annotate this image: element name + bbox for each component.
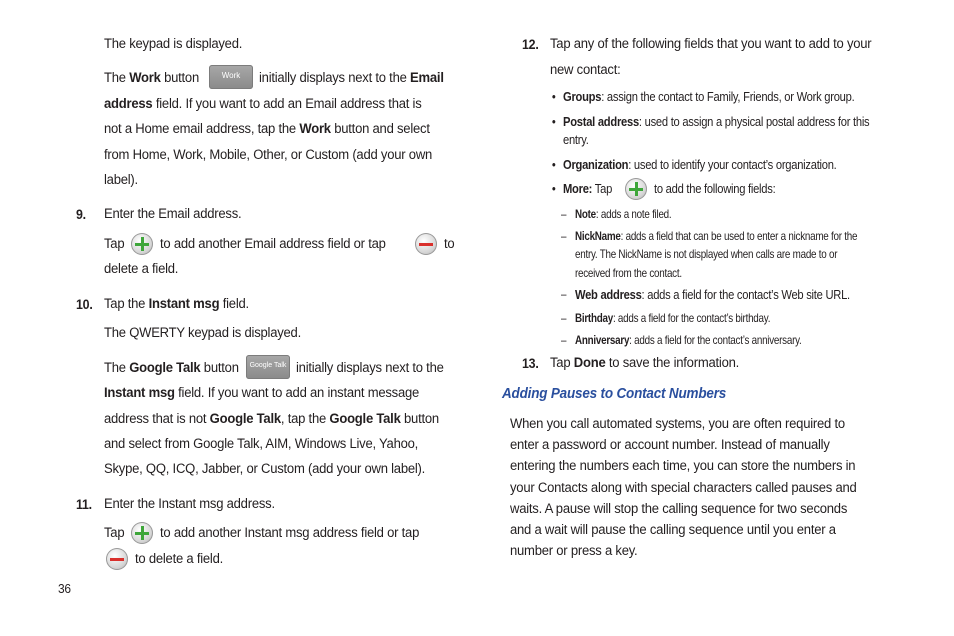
dash: – <box>561 229 567 243</box>
step-11-mid: to add another Instant msg address field or tap <box>160 525 420 541</box>
sub-anniversary: Anniversary: adds a field for the contact’s anniversary. <box>575 333 802 347</box>
sub-nickname-line2: entry. The NickName is not displayed when calls are made to or <box>575 247 838 261</box>
step-11-end: to delete a field. <box>135 551 224 567</box>
step-9-text: Enter the Email address. <box>104 206 242 222</box>
paragraph-line: When you call automated systems, you are often required to <box>510 416 845 432</box>
qwerty-displayed-text: The QWERTY keypad is displayed. <box>104 325 301 341</box>
work-button-image: Work <box>209 65 253 89</box>
google-para-line3: address that is not Google Talk, tap the Google Talk button <box>104 411 439 427</box>
step-12-line1: Tap any of the following fields that you want to add to your <box>550 36 872 52</box>
sub-nickname: NickName: adds a field that can be used to enter a nickname for the <box>575 229 858 243</box>
work-para-line4: from Home, Work, Mobile, Other, or Custom (add your own <box>104 147 433 163</box>
work-para-line5: label). <box>104 172 138 188</box>
step-11-number: 11. <box>76 497 92 512</box>
add-field-icon <box>625 178 647 200</box>
dash: – <box>561 333 567 347</box>
google-para-line1: The Google Talk button <box>104 360 239 376</box>
paragraph-line: number or press a key. <box>510 543 638 560</box>
paragraph-line: your Contacts along with special characters called pauses and <box>510 479 857 496</box>
delete-field-icon <box>106 548 128 570</box>
page-number: 36 <box>58 581 71 596</box>
step-9-tap: Tap <box>104 236 125 252</box>
sub-birthday: Birthday: adds a field for the contact’s birthday. <box>575 311 771 325</box>
pauses-paragraph <box>510 414 887 562</box>
paragraph-line: entering the numbers each time, you can store the numbers in <box>510 458 856 475</box>
step-11-text: Enter the Instant msg address. <box>104 496 275 512</box>
step-9-mid: to add another Email address field or tap <box>160 236 386 252</box>
add-field-icon <box>131 233 153 255</box>
paragraph-line: enter a password or account number. Instead of manually <box>510 437 830 454</box>
step-10-number: 10. <box>76 297 93 312</box>
bullet-postal-address-cont: entry. <box>563 132 589 147</box>
step-12-number: 12. <box>522 37 539 52</box>
step-13-number: 13. <box>522 356 539 371</box>
delete-field-icon <box>415 233 437 255</box>
bullet-groups: • Groups: assign the contact to Family, Friends, or Work group. <box>563 87 854 107</box>
dash: – <box>561 207 567 221</box>
step-11-tap: Tap <box>104 525 125 541</box>
sub-note: Note: adds a note filed. <box>575 207 672 221</box>
google-para-line2: Instant msg field. If you want to add an instant message <box>104 385 420 401</box>
step-10-text: Tap the Instant msg field. <box>104 296 249 312</box>
step-9-number: 9. <box>76 207 86 222</box>
add-field-icon <box>131 522 153 544</box>
google-para-line5: Skype, QQ, ICQ, Jabber, or Custom (add your own label). <box>104 461 426 477</box>
dash: – <box>561 311 567 325</box>
work-para-line1: The Work button <box>104 70 199 86</box>
work-para-line3: not a Home email address, tap the Work button and select <box>104 121 430 137</box>
google-para-line4: and select from Google Talk, AIM, Windows Live, Yahoo, <box>104 436 419 452</box>
paragraph-line: waits. A pause will stop the calling sequence for two seconds <box>510 500 848 517</box>
keypad-displayed-text: The keypad is displayed. <box>104 36 243 52</box>
step-13-text: Tap Done to save the information. <box>550 355 740 371</box>
step-9-to: to <box>444 236 455 252</box>
paragraph-line: and a wait will pause the calling sequence until you enter a <box>510 522 836 539</box>
bullet-postal-address: • Postal address: used to assign a physical postal address for this <box>563 112 869 132</box>
step-12-line2: new contact: <box>550 62 621 78</box>
bullet-more: • More: Tap <box>563 179 612 199</box>
step-9-end: delete a field. <box>104 261 179 277</box>
bullet-organization: • Organization: used to identify your contact’s organization. <box>563 155 837 175</box>
dash: – <box>561 287 567 301</box>
google-talk-button-image: Google Talk <box>246 355 290 379</box>
work-para-line2: address field. If you want to add an Email address that is <box>104 96 422 112</box>
sub-web-address: Web address: adds a field for the contact’s Web site URL. <box>575 287 850 302</box>
sub-nickname-line3: received from the contact. <box>575 266 682 280</box>
work-para-line1-cont: initially displays next to the Email <box>259 70 444 86</box>
google-para-line1-cont: initially displays next to the <box>296 360 444 376</box>
bullet-more-desc: to add the following fields: <box>654 181 776 196</box>
section-heading: Adding Pauses to Contact Numbers <box>502 386 727 402</box>
